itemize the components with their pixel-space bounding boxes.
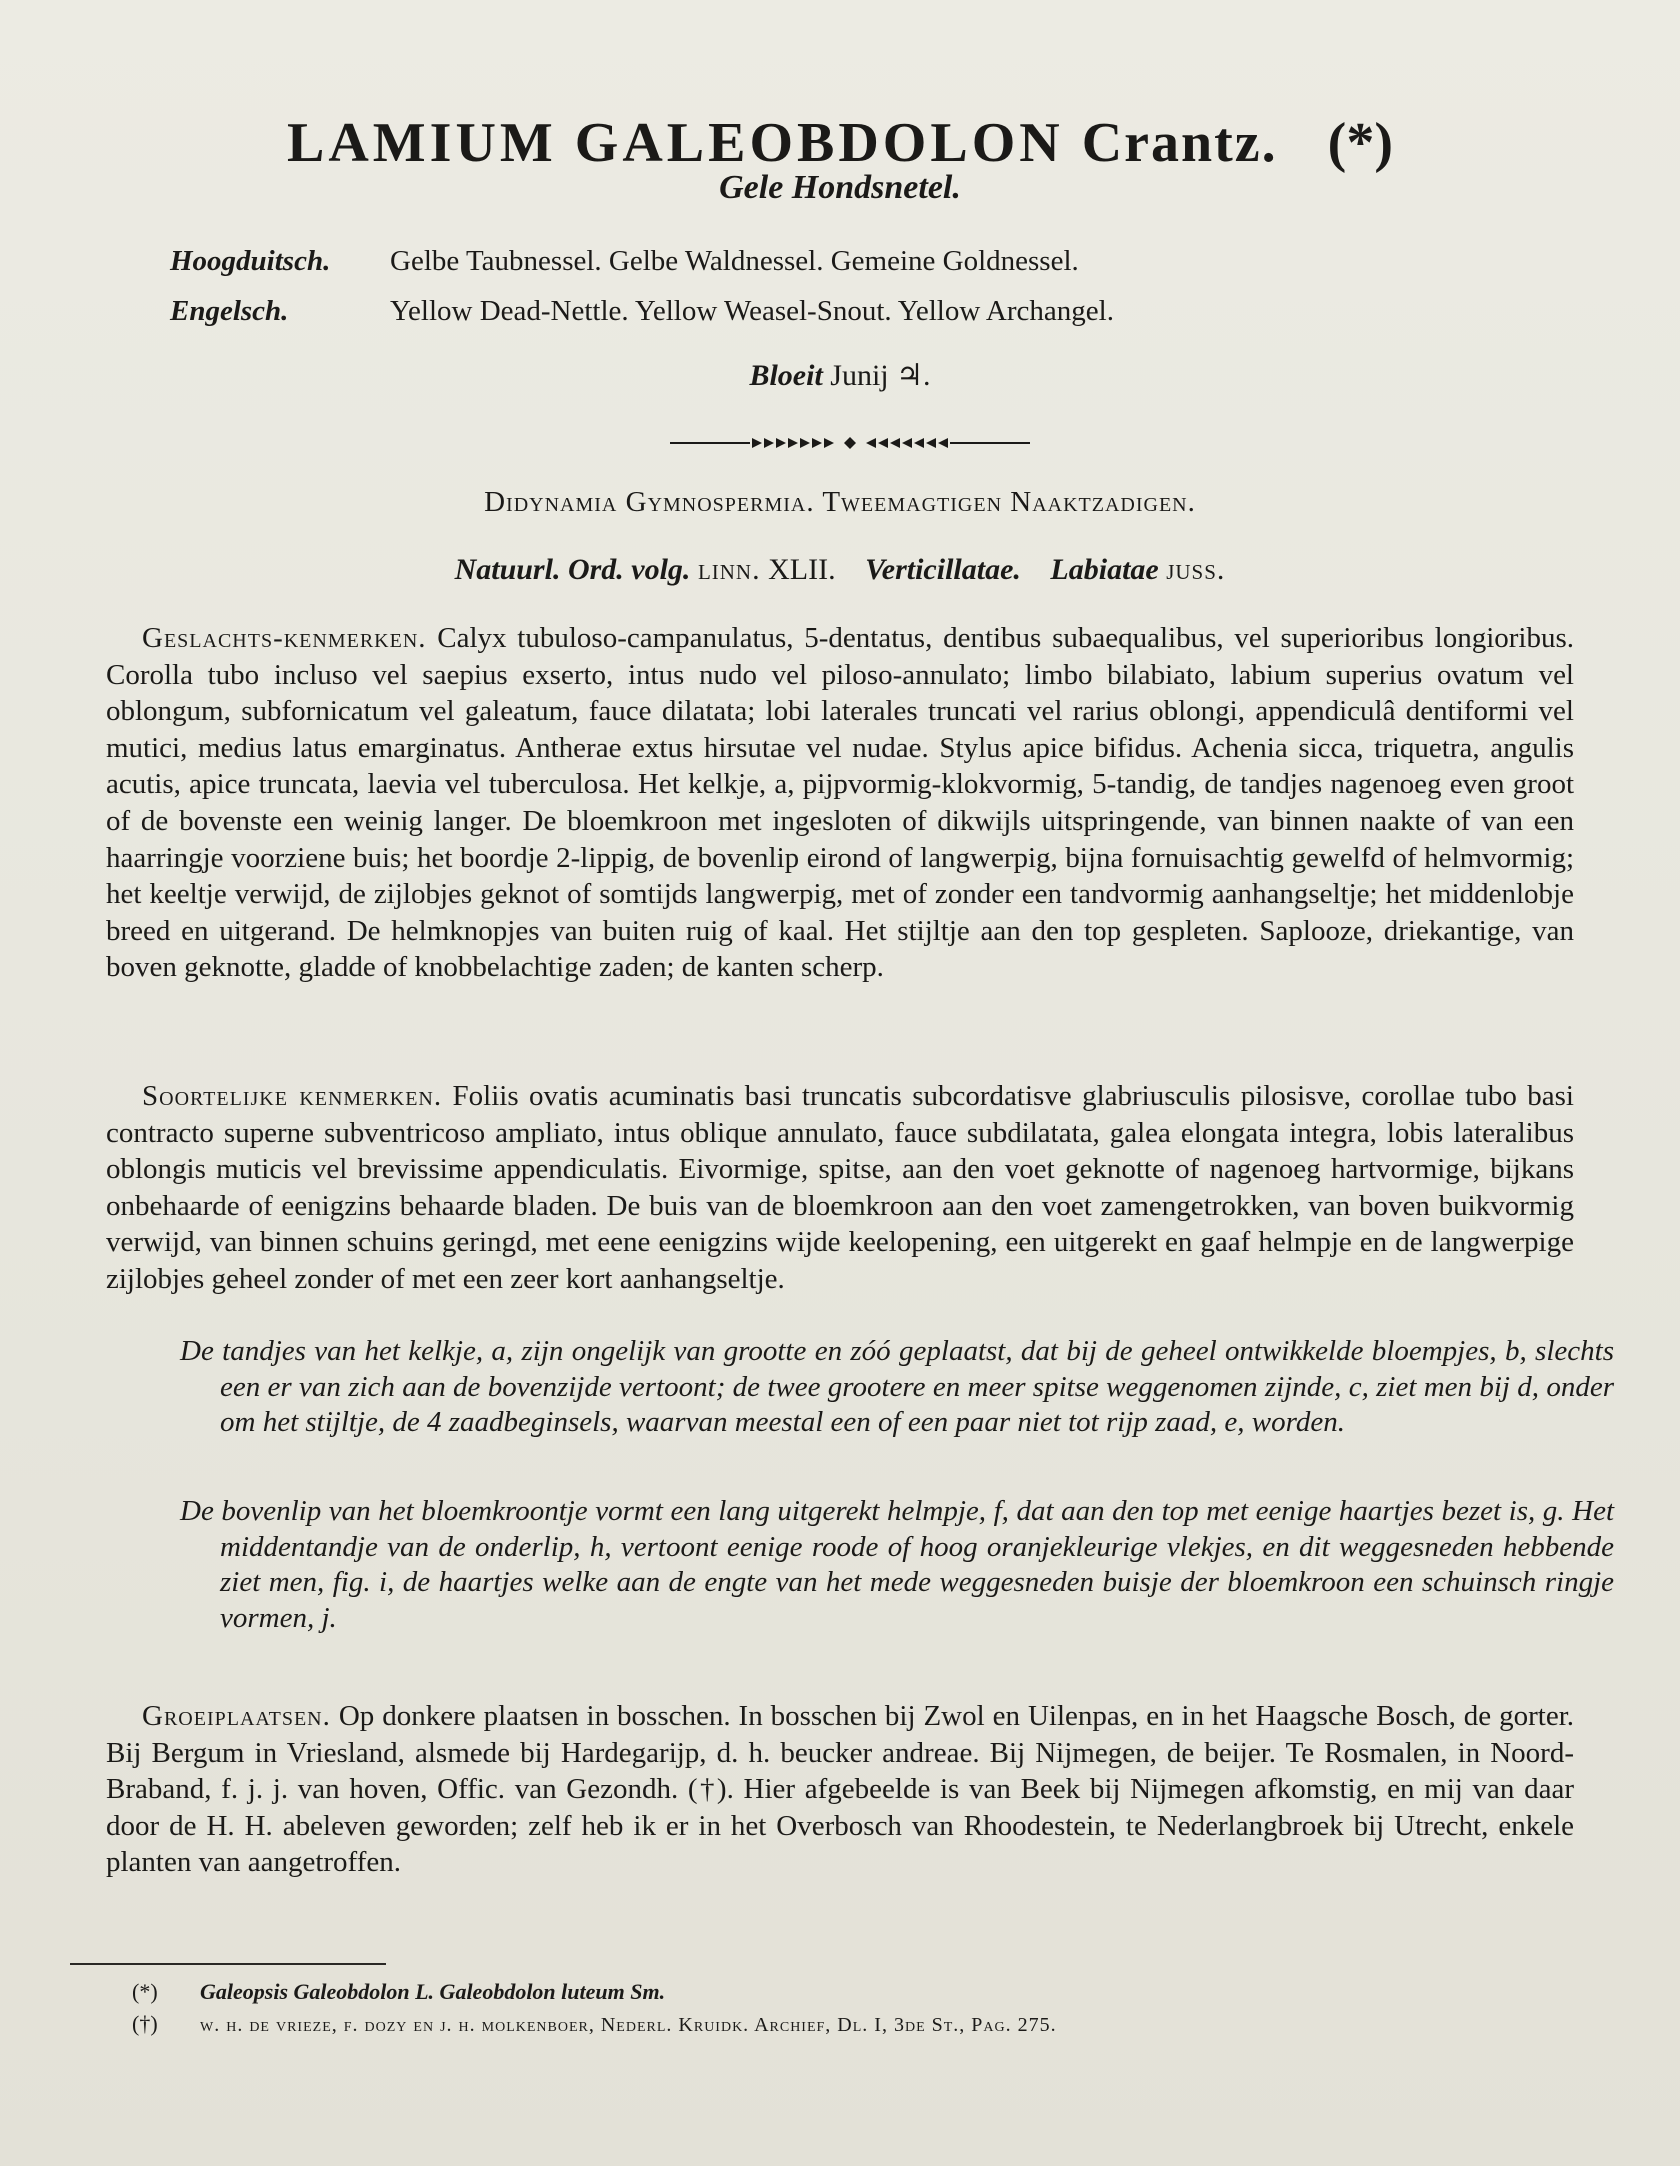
habitats [106, 1698, 1574, 1881]
footnote [132, 2008, 1057, 2041]
order-linn: linn. [697, 553, 761, 586]
footnote-symbol: (†) [132, 2011, 158, 2036]
species-characteristics [106, 1078, 1574, 1298]
common-name-row [170, 236, 1114, 286]
order-name: Verticillatae. [865, 553, 1021, 586]
figure-note: De tandjes van het kelkje, a, zijn ongelijk van grootte en zóó geplaatst, dat bij de geheel ontwikkelde bloempjes, b, slechts een er van zich aan de bovenzijde vertoont; de twee grootere en meer spitse weggenomen zijnde, c, ziet men bij d, onder om het stijltje, de 4 zaadbeginsels, waarvan meestal een of een paar niet tot rijp zaad, e, worden. [180, 1335, 1614, 1439]
footnote-symbol: (*) [132, 1979, 158, 2004]
common-name-list: Gelbe Taubnessel. Gelbe Waldnessel. Gemeine Goldnessel. [390, 245, 1079, 277]
section-heading: Geslachts-kenmerken. [142, 622, 427, 654]
section-heading: Groeiplaatsen. [142, 1700, 331, 1732]
footnotes [132, 1976, 1057, 2041]
common-name-row [170, 286, 1114, 336]
dutch-name: Gele Hondsnetel. [719, 169, 961, 206]
flowering-value: Junij ♃. [830, 359, 931, 392]
genus-characteristics [106, 620, 1574, 986]
common-name-language: Hoogduitsch. [170, 245, 331, 277]
common-name-list: Yellow Dead-Nettle. Yellow Weasel-Snout. Yellow Archangel. [390, 295, 1114, 327]
title-genus: LAMIUM GALEOBDOLON [287, 111, 1064, 174]
flowering-label: Bloeit [749, 359, 823, 392]
common-names [170, 236, 1114, 336]
section-heading: Soortelijke kenmerken. [142, 1080, 443, 1112]
footnote-rule [70, 1963, 386, 1965]
ornament-divider [670, 436, 1030, 450]
order-number: XLII. [768, 553, 836, 586]
title-author: Crantz. [1081, 111, 1278, 174]
figure-note: De bovenlip van het bloemkroontje vormt een lang uitgerekt helmpje, f, dat aan den top met eenige haartjes bezet is, g. Het middentandje van de onderlip, h, vertoont eenige roode of hoog oranjekleurige vlekjes, en dit weggesneden hebbende ziet men, fig. i, de haartjes welke aan de engte van het mede weggesneden buisje der bloemkroon een schuinsch ringje vormen, j. [180, 1495, 1614, 1634]
order-label: Natuurl. Ord. volg. [454, 553, 691, 586]
footnote-text: Galeopsis Galeobdolon L. Galeobdolon luteum Sm. [200, 1979, 666, 2004]
section-text: Op donkere plaatsen in bosschen. In bosschen bij Zwol en Uilenpas, en in het Haagsche Bosch, de gorter. Bij Bergum in Vriesland, alsmede bij Hardegarijp, d. h. beucker andreae. Bij Nijmegen, de beijer. Te Rosmalen, in Noord-Braband, f. j. j. van hoven, Offic. van Gezondh. (†). Hier afgebeelde is van Beek bij Nijmegen afkomstig, en mij van daar door de H. H. abeleven geworden; zelf heb ik er in het Overbosch van Rhoodestein, te Nederlangbroek bij Utrecht, enkele planten van aangetroffen. [106, 1700, 1575, 1879]
common-name-language: Engelsch. [170, 295, 289, 327]
footnote [132, 1976, 1057, 2008]
section-text: Foliis ovatis acuminatis basi truncatis subcordatisve glabriusculis pilosisve, corollae tubo basi contracto superne subventricoso ampliato, intus oblique annulato, fauce subdilatata, galea elongata integra, lobis lateralibus oblongis muticis vel brevissime appendiculatis. Eivormige, spitse, aan den voet geknotte of nagenoeg hartvormige, bijkans onbehaarde of eenigzins behaarde bladen. De buis van de bloemkroon aan den voet zamengetrokken, van boven buikvormig verwijd, van binnen schuins geringd, met eene eenigzins wijde keelopening, een uitgerekt en gaaf helmpje en de langwerpige zijlobjes geheel zonder of met een zeer kort aanhangseltje. [106, 1080, 1574, 1295]
order-juss: juss. [1166, 553, 1226, 586]
order-name: Labiatae [1050, 553, 1159, 586]
linnaean-class: Didynamia Gymnospermia. Tweemagtigen Naaktzadigen. [484, 486, 1196, 518]
natural-order [106, 548, 1574, 592]
title-footnote-mark: (*) [1327, 111, 1393, 174]
section-text: Calyx tubuloso-campanulatus, 5-dentatus, dentibus subaequalibus, vel superioribus longioribus. Corolla tubo incluso vel saepius exserto, intus nudo vel piloso-annulato; limbo bilabiato, labium superius ovatum vel oblongum, subfornicatum vel galeatum, fauce dilatata; lobi laterales truncati vel rarius oblongi, appendiculâ dentiformi vel mutici, medius latus emarginatus. Antherae extus hirsutae vel nudae. Stylus apice bifidus. Achenia sicca, triquetra, angulis acutis, apice truncata, laevia vel tuberculosa. Het kelkje, a, pijpvormig-klokvormig, 5-tandig, de tandjes nagenoeg even groot of de bovenste een weinig langer. De bloemkroon met ingesloten of dikwijls uitspringende, van binnen naakte of van een haarringje voorziene buis; het boordje 2-lippig, de bovenlip eirond of langwerpig, bijna fornuisachtig gewelfd of helmvormig; het keeltje verwijd, de zijlobjes geknot of somtijds langwerpig, met of zonder een tandvormig aanhangseltje; het middenlobje breed en uitgerand. De helmknopjes van buiten ruig of kaal. Het stijltje aan den top gespleten. Saplooze, driekantige, van boven geknotte, gladde of knobbelachtige zaden; de kanten scherp. [106, 622, 1575, 984]
flowering-time [106, 354, 1574, 398]
footnote-text: w. h. de vrieze, f. dozy en j. h. molkenboer, Nederl. Kruidk. Archief, Dl. I, 3de St., Pag. 275. [200, 2014, 1057, 2036]
